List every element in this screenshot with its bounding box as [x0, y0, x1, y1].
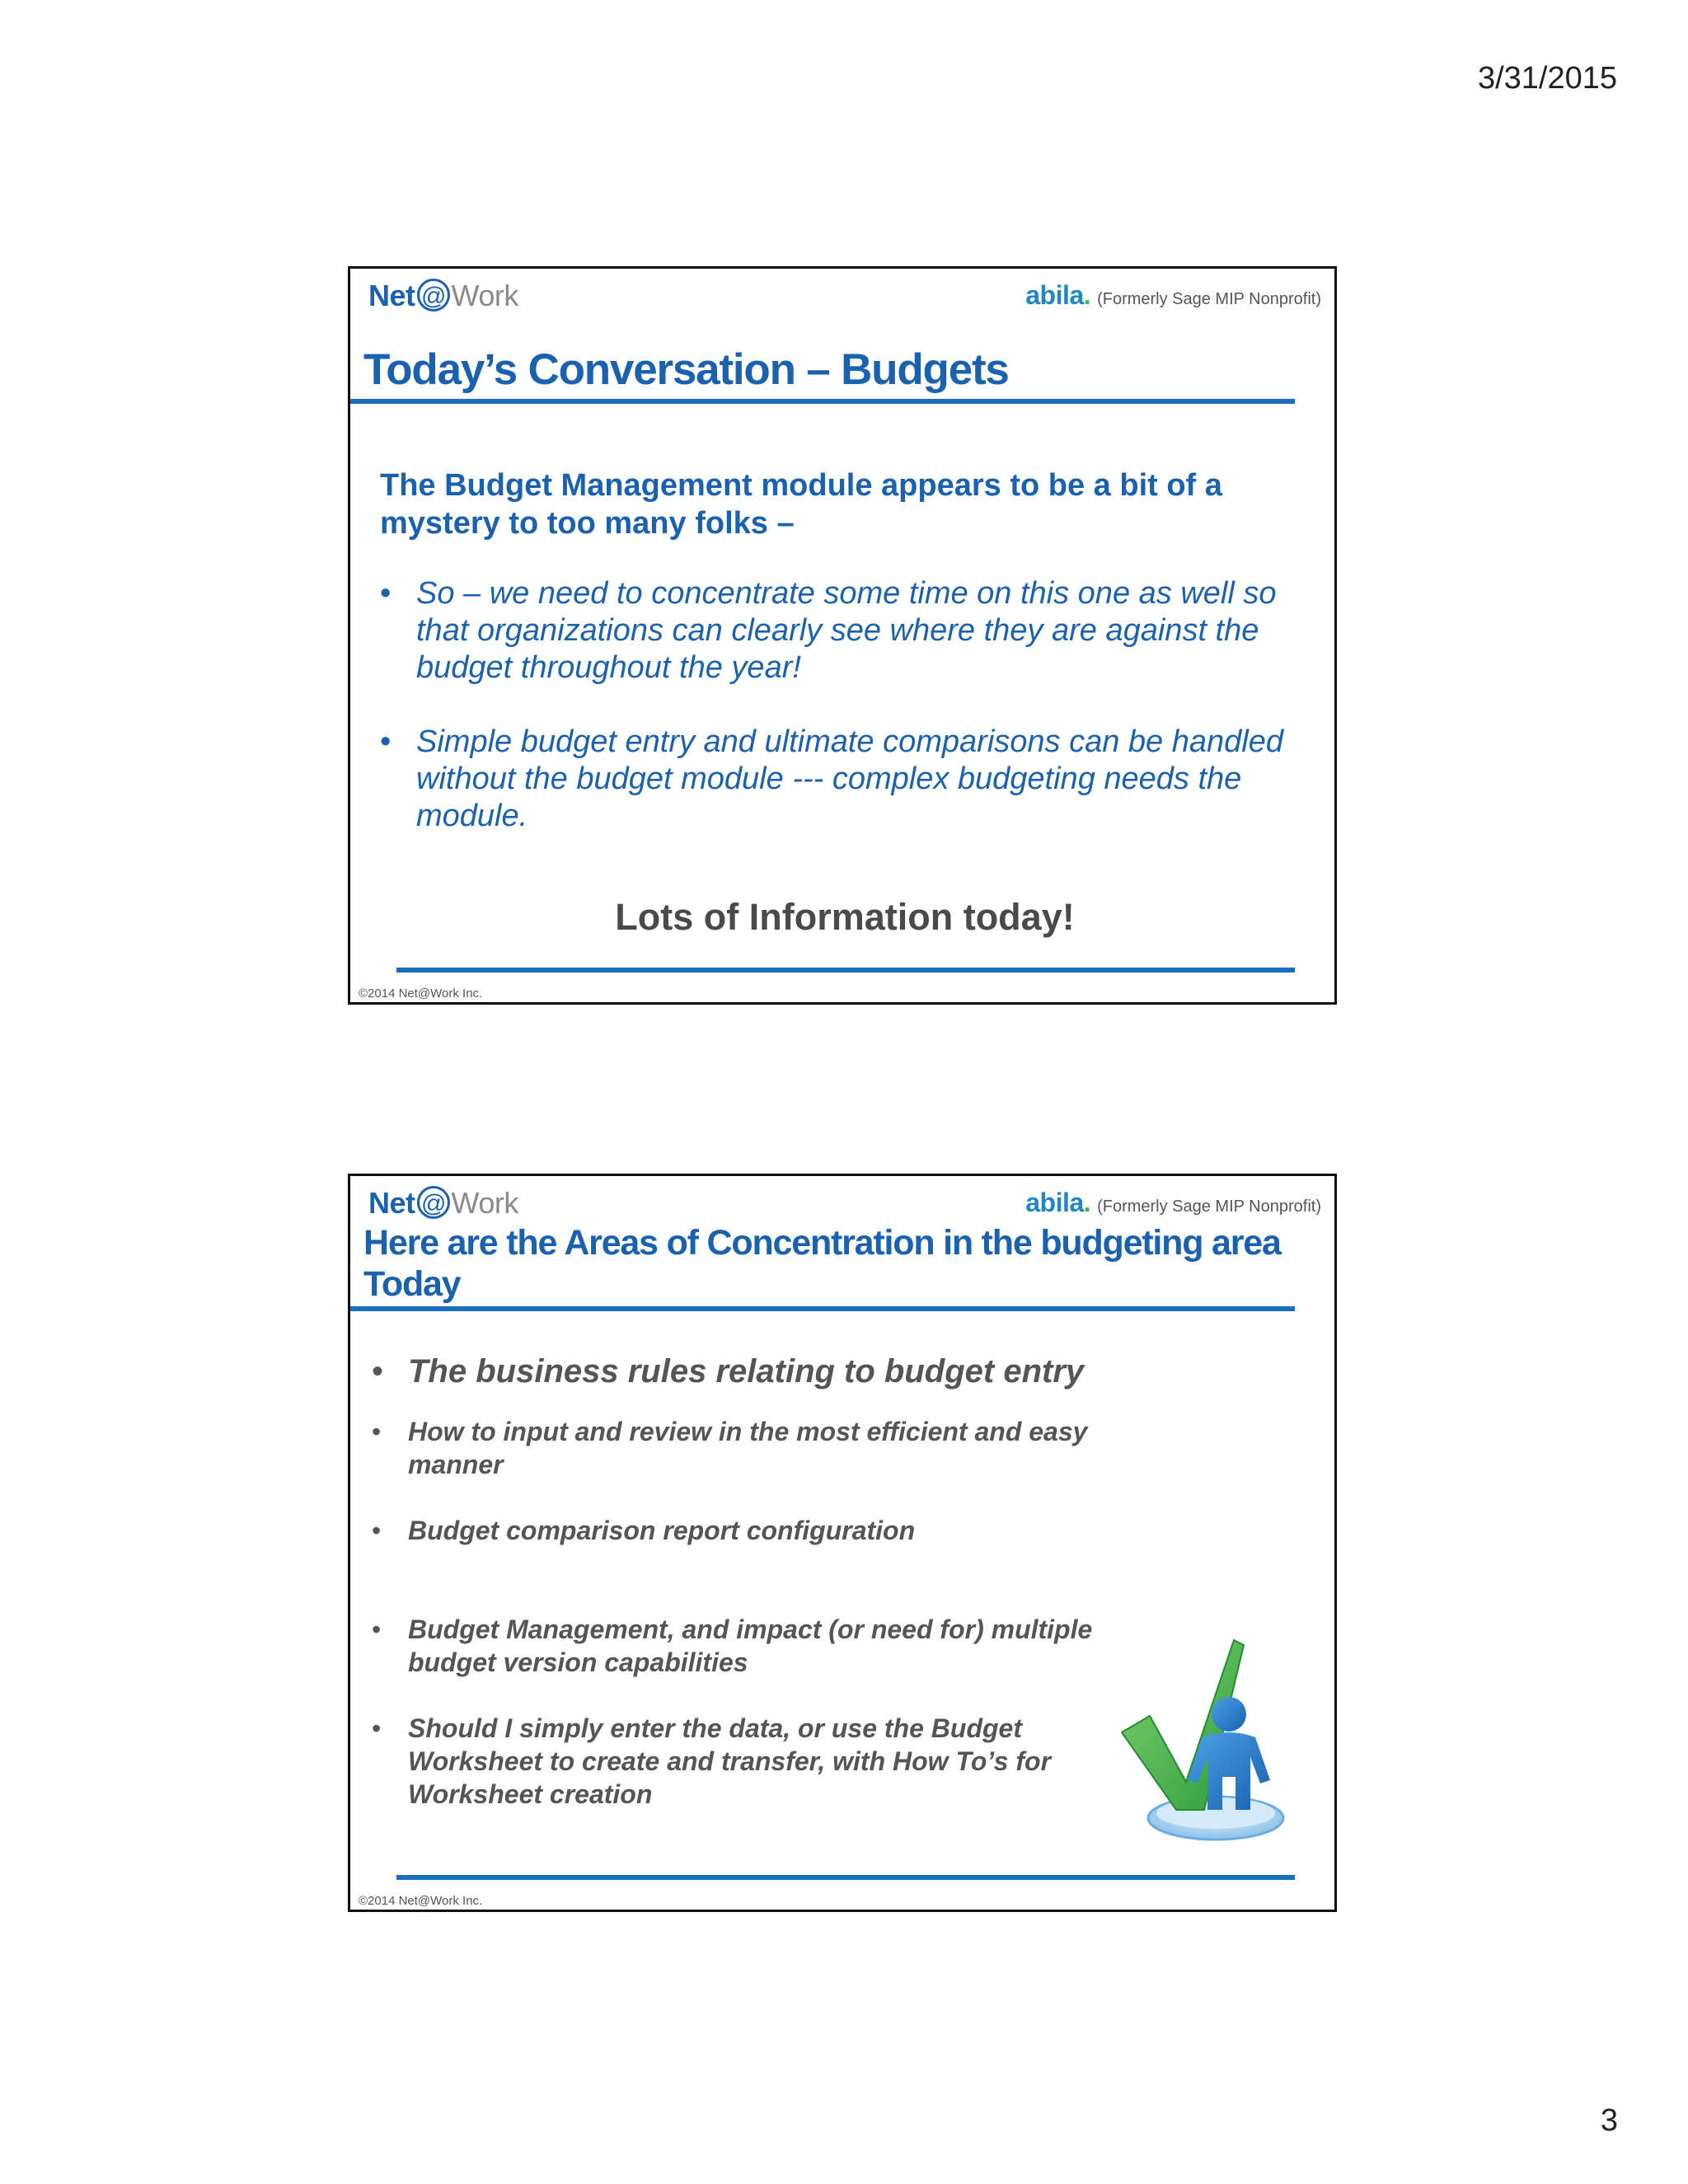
footer-divider — [396, 1875, 1295, 1880]
bullet-icon: • — [372, 1353, 384, 1390]
page-number: 3 — [1600, 2103, 1618, 2138]
bullet-list — [372, 1352, 1150, 1811]
at-icon: @ — [417, 1186, 450, 1219]
abila-tagline: (Formerly Sage MIP Nonprofit) — [1097, 1197, 1321, 1216]
abila-logo — [1025, 1188, 1321, 1218]
logo-work-text: Work — [451, 279, 518, 312]
slide-1 — [348, 266, 1337, 1005]
copyright-footer: ©2014 Net@Work Inc. — [359, 987, 483, 1001]
bullet-icon: • — [380, 724, 392, 759]
abila-wordmark: abila. — [1025, 1188, 1091, 1217]
net-at-work-logo — [368, 279, 518, 313]
list-item: • Budget Management, and impact (or need for) multiple budget version capabilities — [372, 1615, 1093, 1677]
list-item: • Simple budget entry and ultimate comparisons can be handled without the budget module --- complex budgeting needs the module. — [380, 724, 1283, 833]
bullet-icon: • — [372, 1417, 382, 1446]
title-divider — [350, 1306, 1295, 1311]
bullet-icon: • — [380, 576, 392, 611]
bullet-icon: • — [372, 1516, 382, 1545]
title-divider — [350, 399, 1295, 404]
bullet-list — [380, 575, 1290, 872]
logo-work-text: Work — [451, 1186, 518, 1220]
copyright-footer: ©2014 Net@Work Inc. — [359, 1894, 483, 1908]
bullet-icon: • — [372, 1713, 382, 1743]
list-item: • Budget comparison report configuration — [372, 1516, 916, 1545]
list-item: • The business rules relating to budget entry — [372, 1353, 1085, 1390]
list-item: • So – we need to concentrate some time on this one as well so that organizations can clearly see where they are against the budget throughout the year! — [380, 576, 1277, 685]
slide-title: Here are the Areas of Concentration in the budgeting area Today — [363, 1223, 1281, 1304]
slide-2 — [348, 1174, 1337, 1912]
abila-wordmark: abila. — [1025, 280, 1091, 310]
page-date: 3/31/2015 — [1477, 61, 1617, 96]
abila-tagline: (Formerly Sage MIP Nonprofit) — [1097, 290, 1321, 308]
lead-text: The Budget Management module appears to be a bit of a mystery to too many folks – — [380, 468, 1222, 541]
bullet-icon: • — [372, 1615, 382, 1644]
checkmark-person-icon — [1118, 1635, 1300, 1849]
list-item: • Should I simply enter the data, or use the Budget Worksheet to create and transfer, with How To’s for Worksheet creation — [372, 1713, 1052, 1809]
footer-divider — [396, 968, 1295, 972]
slide-title: Today’s Conversation – Budgets — [363, 345, 1009, 394]
abila-logo — [1025, 280, 1321, 311]
emphasis-text: Lots of Information today! — [615, 896, 1075, 938]
net-at-work-logo — [368, 1186, 518, 1221]
logo-net-text: Net — [368, 1186, 415, 1220]
list-item: • How to input and review in the most efficient and easy manner — [372, 1417, 1088, 1479]
at-icon: @ — [417, 279, 450, 312]
logo-net-text: Net — [368, 279, 415, 312]
